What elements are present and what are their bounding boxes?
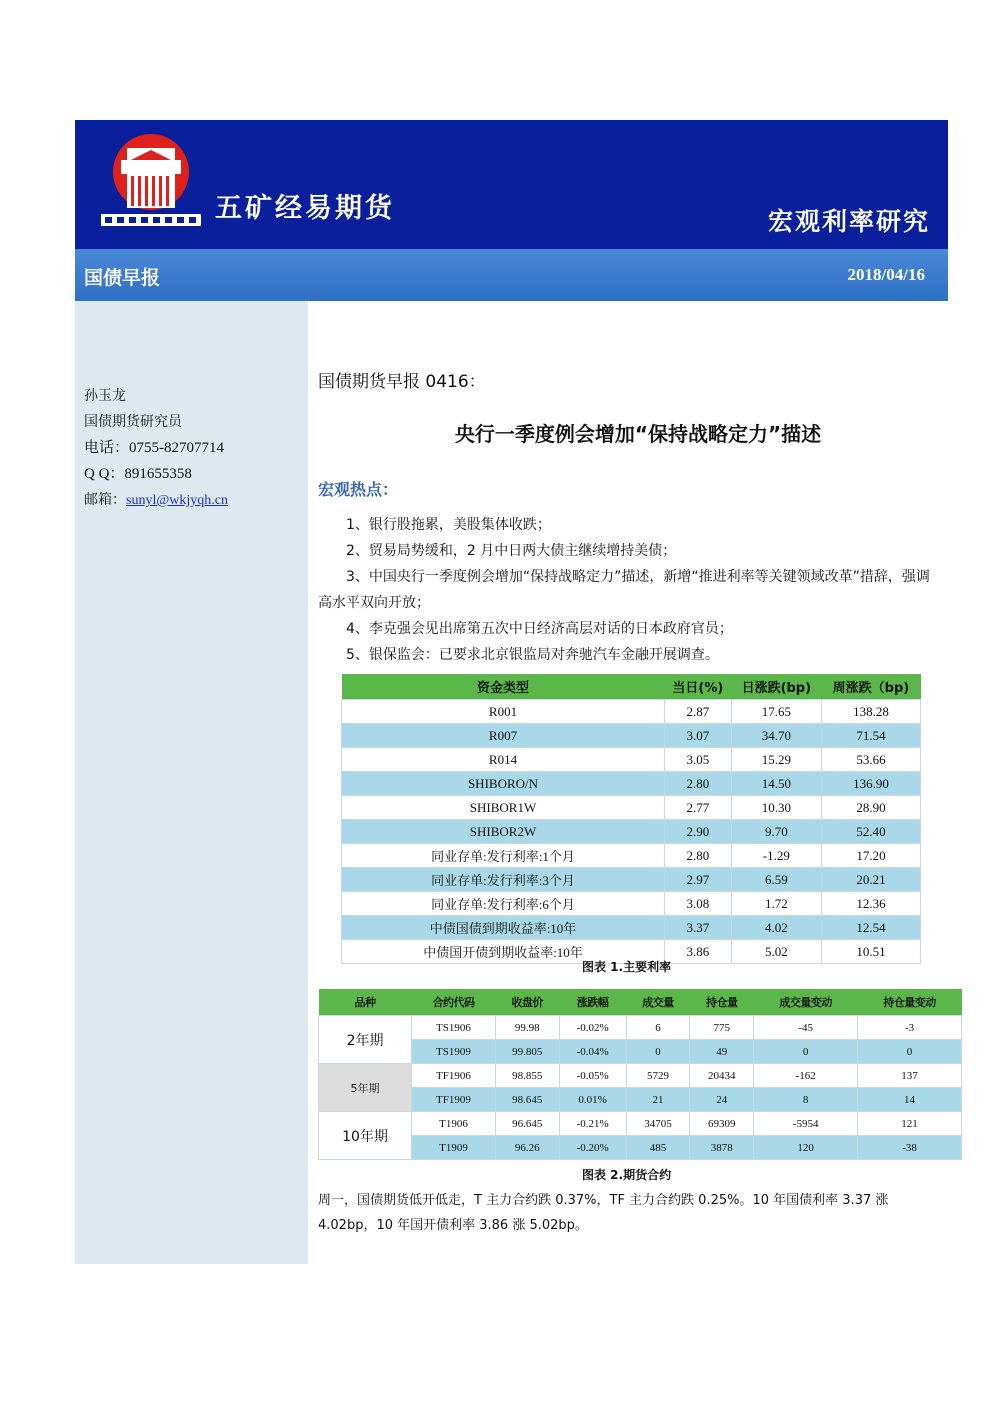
table-cell: R001 <box>342 700 665 724</box>
table-cell: 17.20 <box>821 844 920 868</box>
futures-caption: 图表 2.期货合约 <box>582 1168 672 1182</box>
futures-table <box>318 989 962 1160</box>
table-cell: 2.80 <box>665 844 732 868</box>
table-row <box>319 1136 962 1160</box>
col-header: 涨跌幅 <box>559 989 626 1016</box>
report-date: 2018/04/16 <box>847 265 925 284</box>
table-cell: 12.36 <box>821 892 920 916</box>
col-header: 合约代码 <box>412 989 496 1016</box>
table-cell: 98.855 <box>495 1064 559 1088</box>
list-item: 5、银保监会：已要求北京银监局对奔驰汽车金融开展调查。 <box>346 647 719 663</box>
table-cell: 5729 <box>626 1064 690 1088</box>
table-cell: 0 <box>626 1040 690 1064</box>
main-content <box>318 367 958 663</box>
table-cell: 5.02 <box>731 940 821 964</box>
author-phone: 电话：0755-82707714 <box>84 440 224 456</box>
table-cell: 96.26 <box>495 1136 559 1160</box>
table-cell: 3.86 <box>665 940 732 964</box>
table-cell: 120 <box>754 1136 858 1160</box>
table-cell: 同业存单:发行利率:6个月 <box>342 892 665 916</box>
table-cell: 0 <box>858 1040 962 1064</box>
table-cell: 96.645 <box>495 1112 559 1136</box>
table-cell: 同业存单:发行利率:1个月 <box>342 844 665 868</box>
table-cell: 28.90 <box>821 796 920 820</box>
table-row <box>319 1112 962 1136</box>
report-type: 国债早报 <box>84 267 161 289</box>
hot-list <box>318 512 940 668</box>
col-header: 资金类型 <box>342 674 665 700</box>
table-cell: SHIBOR1W <box>342 796 665 820</box>
table-row <box>342 868 921 892</box>
table-row <box>342 820 921 844</box>
table-cell: R007 <box>342 724 665 748</box>
table-cell: 1.72 <box>731 892 821 916</box>
table-cell: 53.66 <box>821 748 920 772</box>
list-item: 1、银行股拖累，美股集体收跌； <box>346 517 551 533</box>
table-cell: 4.02 <box>731 916 821 940</box>
rates-table <box>341 674 921 964</box>
table-cell: -0.05% <box>559 1064 626 1088</box>
author-info <box>84 383 228 514</box>
table-cell: 24 <box>690 1088 754 1112</box>
table-row <box>342 700 921 724</box>
table-cell: 138.28 <box>821 700 920 724</box>
table-row <box>342 772 921 796</box>
table-row <box>342 796 921 820</box>
table-cell: 2.87 <box>665 700 732 724</box>
col-header: 当日(%) <box>665 674 732 700</box>
table-row <box>342 724 921 748</box>
table-cell: 6.59 <box>731 868 821 892</box>
table-row <box>319 1088 962 1112</box>
minmetals-logo-icon <box>101 130 201 230</box>
table-cell: -0.04% <box>559 1040 626 1064</box>
rates-caption: 图表 1.主要利率 <box>582 960 672 974</box>
table-row <box>319 1040 962 1064</box>
list-item: 2、贸易局势缓和，2 月中日两大债主继续增持美债； <box>346 543 677 559</box>
table-cell: 52.40 <box>821 820 920 844</box>
table-cell: 485 <box>626 1136 690 1160</box>
table-cell: 15.29 <box>731 748 821 772</box>
table-cell: 同业存单:发行利率:3个月 <box>342 868 665 892</box>
table-cell: 9.70 <box>731 820 821 844</box>
table-cell: 21 <box>626 1088 690 1112</box>
summary-text: 周一，国债期货低开低走，T 主力合约跌 0.37%，TF 主力合约跌 0.25%。10 年国债利率 3.37 涨 4.02bp，10 年国开债利率 3.86 涨 5.02bp。 <box>318 1193 889 1233</box>
table-cell: 49 <box>690 1040 754 1064</box>
table-cell: 3.07 <box>665 724 732 748</box>
table-cell: 10.30 <box>731 796 821 820</box>
col-header: 持仓量 <box>690 989 754 1016</box>
contract-group: 5年期 <box>319 1064 412 1112</box>
list-item: 3、中国央行一季度例会增加“保持战略定力”描述，新增“推进利率等关键领域改革”措辞，强调高水平双向开放； <box>318 569 930 611</box>
headline: 央行一季度例会增加“保持战略定力”描述 <box>454 422 822 446</box>
table-row <box>342 892 921 916</box>
author-name: 孙玉龙 <box>84 388 126 404</box>
table-cell: SHIBOR2W <box>342 820 665 844</box>
table-cell: -0.20% <box>559 1136 626 1160</box>
table-cell: 14 <box>858 1088 962 1112</box>
table-cell: 99.98 <box>495 1016 559 1040</box>
table-cell: 3.05 <box>665 748 732 772</box>
table-cell: -3 <box>858 1016 962 1040</box>
table-cell: -162 <box>754 1064 858 1088</box>
section-title: 宏观利率研究 <box>767 207 930 236</box>
table-cell: -45 <box>754 1016 858 1040</box>
table-cell: 98.645 <box>495 1088 559 1112</box>
table-cell: -0.02% <box>559 1016 626 1040</box>
table-cell: 6 <box>626 1016 690 1040</box>
sidebar <box>75 301 308 1264</box>
table-cell: 12.54 <box>821 916 920 940</box>
table-cell: 71.54 <box>821 724 920 748</box>
table-cell: 136.90 <box>821 772 920 796</box>
table-cell: 0 <box>754 1040 858 1064</box>
market-summary <box>318 1188 948 1238</box>
table-cell: 中债国开债到期收益率:10年 <box>342 940 665 964</box>
col-header: 品种 <box>319 989 412 1016</box>
contract-group: 10年期 <box>319 1112 412 1160</box>
col-header: 日涨跌(bp) <box>731 674 821 700</box>
list-item: 4、李克强会见出席第五次中日经济高层对话的日本政府官员； <box>346 621 733 637</box>
table-cell: -0.21% <box>559 1112 626 1136</box>
table-row <box>342 748 921 772</box>
table-cell: 99.805 <box>495 1040 559 1064</box>
col-header: 成交量变动 <box>754 989 858 1016</box>
table-cell: 0.01% <box>559 1088 626 1112</box>
author-qq: Q Q：891655358 <box>84 466 192 482</box>
table-cell: TS1909 <box>412 1040 496 1064</box>
table-cell: -5954 <box>754 1112 858 1136</box>
table-cell: 2.80 <box>665 772 732 796</box>
hot-title: 宏观热点： <box>318 480 399 499</box>
report-head: 国债期货早报 0416： <box>318 372 486 392</box>
table-cell: 中债国债到期收益率:10年 <box>342 916 665 940</box>
author-title: 国债期货研究员 <box>84 414 182 430</box>
table-header-row <box>342 674 921 700</box>
table-cell: 137 <box>858 1064 962 1088</box>
table-cell: 34.70 <box>731 724 821 748</box>
table-cell: T1909 <box>412 1136 496 1160</box>
author-email-row <box>84 487 228 514</box>
table-row <box>342 844 921 868</box>
table-row <box>319 1064 962 1088</box>
table-cell: 17.65 <box>731 700 821 724</box>
table-cell: TS1906 <box>412 1016 496 1040</box>
table-cell: -1.29 <box>731 844 821 868</box>
email-link[interactable]: sunyl@wkjyqh.cn <box>126 493 228 508</box>
col-header: 成交量 <box>626 989 690 1016</box>
col-header: 周涨跌（bp) <box>821 674 920 700</box>
table-cell: 20.21 <box>821 868 920 892</box>
email-label: 邮箱： <box>84 492 126 508</box>
table-cell: 3878 <box>690 1136 754 1160</box>
table-cell: TF1909 <box>412 1088 496 1112</box>
col-header: 持仓量变动 <box>858 989 962 1016</box>
col-header: 收盘价 <box>495 989 559 1016</box>
table-cell: T1906 <box>412 1112 496 1136</box>
table-cell: 34705 <box>626 1112 690 1136</box>
company-name: 五矿经易期货 <box>215 193 395 224</box>
table-cell: -38 <box>858 1136 962 1160</box>
table-cell: 775 <box>690 1016 754 1040</box>
table-cell: TF1906 <box>412 1064 496 1088</box>
table-cell: 10.51 <box>821 940 920 964</box>
table-row <box>319 1016 962 1040</box>
table-cell: 2.90 <box>665 820 732 844</box>
table-header-row <box>319 989 962 1016</box>
table-row <box>342 916 921 940</box>
table-cell: 3.37 <box>665 916 732 940</box>
table-cell: 14.50 <box>731 772 821 796</box>
header-banner <box>75 120 948 249</box>
table-cell: R014 <box>342 748 665 772</box>
table-cell: 20434 <box>690 1064 754 1088</box>
table-cell: 121 <box>858 1112 962 1136</box>
table-cell: 2.97 <box>665 868 732 892</box>
contract-group: 2年期 <box>319 1016 412 1064</box>
table-cell: SHIBORO/N <box>342 772 665 796</box>
table-cell: 8 <box>754 1088 858 1112</box>
report-bar <box>75 249 948 301</box>
table-cell: 2.77 <box>665 796 732 820</box>
table-cell: 3.08 <box>665 892 732 916</box>
table-cell: 69309 <box>690 1112 754 1136</box>
